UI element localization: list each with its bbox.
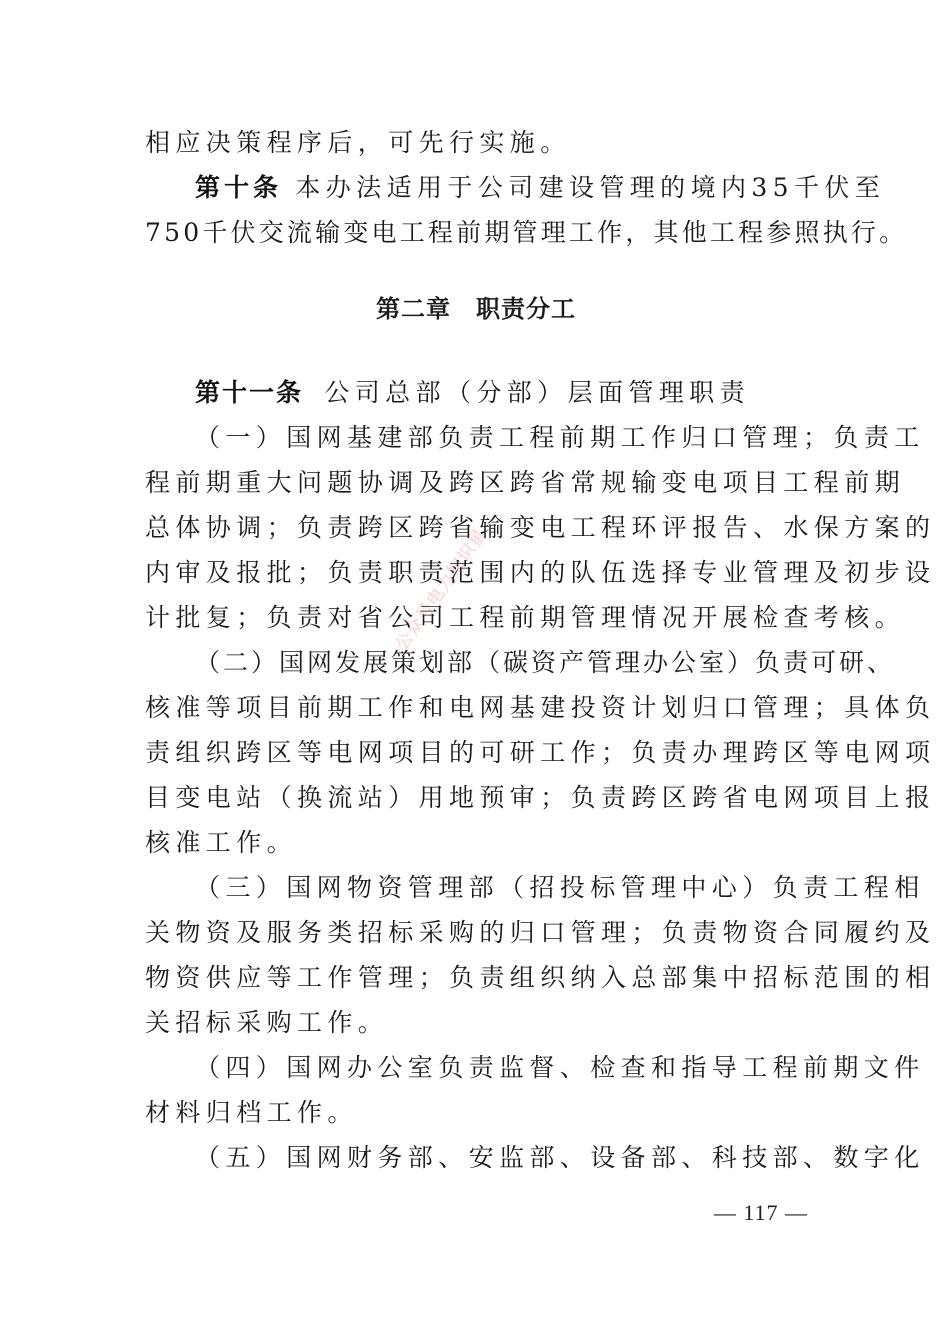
item-2-line-3: 责组织跨区等电网项目的可研工作；负责办理跨区等电网项 [145,738,936,767]
watermark: 公众号电力知识星 [392,524,492,655]
item-3-line-3: 物资供应等工作管理；负责组织纳入总部集中招标范围的相 [145,963,936,992]
item-2-line-4: 目变电站（换流站）用地预审；负责跨区跨省电网项目上报 [145,783,936,812]
item-3-line-2: 关物资及服务类招标采购的归口管理；负责物资合同履约及 [145,918,936,947]
item-4-line-2: 材料归档工作。 [145,1098,358,1127]
chapter-title: 第二章 职责分工 [376,295,576,323]
article-10-label: 第十条 [195,173,283,202]
article-11-label: 第十一条 [195,378,304,407]
item-2-line-1: （二）国网发展策划部（碳资产管理办公室）负责可研、 [195,648,896,677]
continuation-line: 相应决策程序后，可先行实施。 [145,128,571,157]
article-10-line-2: 750千伏交流输变电工程前期管理工作，其他工程参照执行。 [145,218,908,247]
item-1-line-1: （一）国网基建部负责工程前期工作归口管理；负责工 [195,423,925,452]
item-1-line-3: 总体协调；负责跨区跨省输变电工程环评报告、水保方案的 [145,513,936,542]
article-11-heading [145,370,807,415]
item-4-line-1: （四）国网办公室负责监督、检查和指导工程前期文件 [195,1053,925,1082]
item-2-line-5: 核准工作。 [145,828,298,857]
page-number: — 117 — [713,1200,808,1225]
item-5-line-1: （五）国网财务部、安监部、设备部、科技部、数字化 [195,1143,925,1172]
item-1-line-5: 计批复；负责对省公司工程前期管理情况开展检查考核。 [145,603,906,632]
item-1-line-4: 内审及报批；负责职责范围内的队伍选择专业管理及初步设 [145,558,936,587]
item-3-line-1: （三）国网物资管理部（招投标管理中心）负责工程相 [195,873,925,902]
article-10-line-1 [145,165,886,210]
article-10-text: 本办法适用于公司建设管理的境内35千伏至 [295,173,886,202]
item-1-line-2: 程前期重大问题协调及跨区跨省常规输变电项目工程前期 [145,468,906,497]
item-3-line-4: 关招标采购工作。 [145,1008,389,1037]
item-2-line-2: 核准等项目前期工作和电网基建投资计划归口管理；具体负 [145,693,936,722]
article-11-heading-text: 公司总部（分部）层面管理职责 [324,378,750,407]
document-page [145,120,936,1180]
